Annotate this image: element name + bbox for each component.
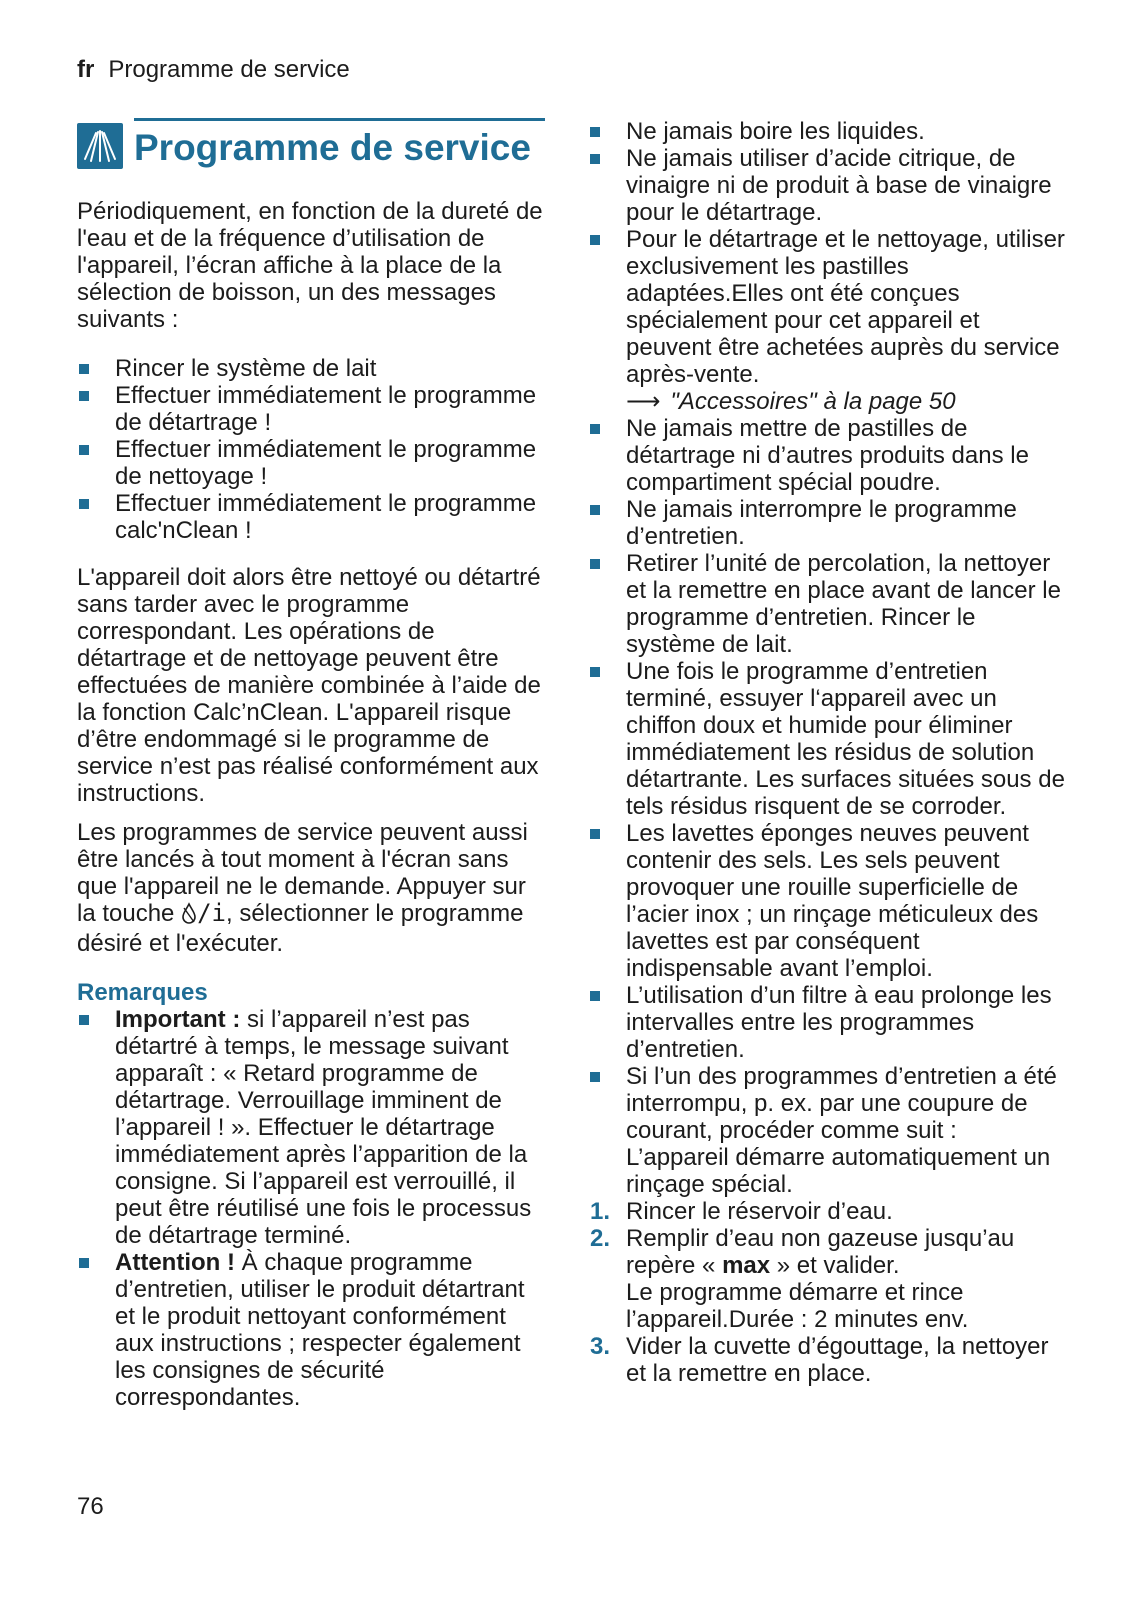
- square-bullet-icon: [590, 424, 600, 434]
- list-item: Effectuer immédiatement le programme de détartrage !: [77, 382, 545, 436]
- square-bullet-icon: [590, 1072, 600, 1082]
- cross-reference-link[interactable]: ⟶ "Accessoires" à la page 50: [626, 388, 956, 415]
- list-item: Ne jamais boire les liquides.: [588, 118, 1068, 145]
- header-section: Programme de service: [108, 56, 350, 83]
- step-number: 3.: [590, 1333, 611, 1360]
- remarks-heading: Remarques: [77, 979, 208, 1006]
- square-bullet-icon: [590, 991, 600, 1001]
- square-bullet-icon: [79, 499, 89, 509]
- header-lang: fr: [77, 56, 95, 83]
- square-bullet-icon: [79, 391, 89, 401]
- list-item: Les lavettes éponges neuves peuvent contenir des sels. Les sels peuvent provoquer une rouille superficielle de l’acier inox ; un rinçage méticuleux des lavettes est par conséquent indispensable avant l’emploi.: [588, 820, 1068, 982]
- right-column: [588, 118, 1068, 1387]
- list-item: Ne jamais mettre de pastilles de détartrage ni d’autres produits dans le compartiment spécial poudre.: [588, 415, 1068, 496]
- steps-list: [588, 1198, 1068, 1387]
- running-header: [77, 56, 350, 83]
- square-bullet-icon: [79, 445, 89, 455]
- arrow-right-icon: ⟶: [626, 388, 661, 415]
- list-item: Ne jamais utiliser d’acide citrique, de vinaigre ni de produit à base de vinaigre pour le détartrage.: [588, 145, 1068, 226]
- key-label: /i: [197, 899, 226, 927]
- step-item: 1. Rincer le réservoir d’eau.: [590, 1198, 893, 1225]
- list-item: Si l’un des programmes d’entretien a été interrompu, p. ex. par une coupure de courant, procéder comme suit : L’appareil démarre automatiquement un rinçage spécial.: [588, 1063, 1068, 1198]
- square-bullet-icon: [590, 505, 600, 515]
- list-item: Rincer le système de lait: [77, 355, 545, 382]
- intro-paragraph: Périodiquement, en fonction de la dureté de l'eau et de la fréquence d’utilisation de l'appareil, l’écran affiche à la place de la sélection de boisson, un des messages suivants :: [77, 198, 543, 333]
- service-program-icon: [77, 123, 123, 169]
- page-number: 76: [77, 1493, 104, 1520]
- list-item: Une fois le programme d’entretien terminé, essuyer l‘appareil avec un chiffon doux et humide pour éliminer immédiatement les résidus de solution détartrante. Les surfaces situées sous de tels résidus risquent de se corroder.: [588, 658, 1068, 820]
- list-item: Pour le détartrage et le nettoyage, utiliser exclusivement les pastilles adaptées.Elles ont été conçues spécialement pour cet appareil et peuvent être achetées auprès du service après-vente. ⟶ "Accessoires" à la page 50: [588, 226, 1068, 415]
- list-item: Ne jamais interrompre le programme d’entretien.: [588, 496, 1068, 550]
- list-item: Effectuer immédiatement le programme calc'nClean !: [77, 490, 545, 544]
- square-bullet-icon: [79, 364, 89, 374]
- message-list: [77, 355, 545, 544]
- square-bullet-icon: [590, 667, 600, 677]
- square-bullet-icon: [79, 1015, 89, 1025]
- list-item: Retirer l’unité de percolation, la nettoyer et la remettre en place avant de lancer le programme d’entretien. Rincer le système de lait.: [588, 550, 1068, 658]
- square-bullet-icon: [590, 154, 600, 164]
- square-bullet-icon: [590, 127, 600, 137]
- safety-list: [588, 118, 1068, 1198]
- descale-drop-icon: [181, 902, 197, 930]
- left-column: [77, 118, 545, 1431]
- list-item: Attention ! À chaque programme d’entretien, utiliser le produit détartrant et le produit nettoyant conformément aux instructions ; respecter également les consignes de sécurité correspondantes.: [77, 1249, 545, 1411]
- square-bullet-icon: [590, 559, 600, 569]
- square-bullet-icon: [79, 1258, 89, 1268]
- square-bullet-icon: [590, 235, 600, 245]
- step-number: 1.: [590, 1198, 611, 1225]
- list-item: Effectuer immédiatement le programme de nettoyage !: [77, 436, 545, 490]
- section-title-block: [77, 118, 545, 184]
- step-item: 2. Remplir d’eau non gazeuse jusqu’au repère « max » et valider. Le programme démarre et rince l’appareil.Durée : 2 minutes env.: [590, 1225, 1015, 1333]
- step-item: 3. Vider la cuvette d’égouttage, la nettoyer et la remettre en place.: [590, 1333, 1049, 1387]
- page-title: Programme de service: [134, 127, 531, 168]
- list-item: Important : si l’appareil n’est pas détartré à temps, le message suivant apparaît : « Retard programme de détartrage. Verrouillage imminent de l’appareil ! ». Effectuer le détartrage immédiatement après l’apparition de la consigne. Si l’appareil est verrouillé, il peut être réutilisé une fois le processus de détartrage terminé.: [77, 1006, 545, 1249]
- step-number: 2.: [590, 1225, 611, 1252]
- paragraph-manual-start: Les programmes de service peuvent aussi être lancés à tout moment à l'écran sans que l'appareil ne le demande. Appuyer sur la touche /i, sélectionner le programme désiré et l'exécuter.: [77, 819, 528, 957]
- remarks-list: [77, 1006, 545, 1411]
- title-rule: [134, 118, 545, 121]
- square-bullet-icon: [590, 829, 600, 839]
- paragraph-cleaning: L'appareil doit alors être nettoyé ou détartré sans tarder avec le programme correspondant. Les opérations de détartrage et de nettoyage peuvent être effectuées de manière combinée à l’aide de la fonction Calc’nClean. L'appareil risque d’être endommagé si le programme de service n’est pas réalisé conformément aux instructions.: [77, 564, 541, 807]
- list-item: L’utilisation d’un filtre à eau prolonge les intervalles entre les programmes d’entretien.: [588, 982, 1068, 1063]
